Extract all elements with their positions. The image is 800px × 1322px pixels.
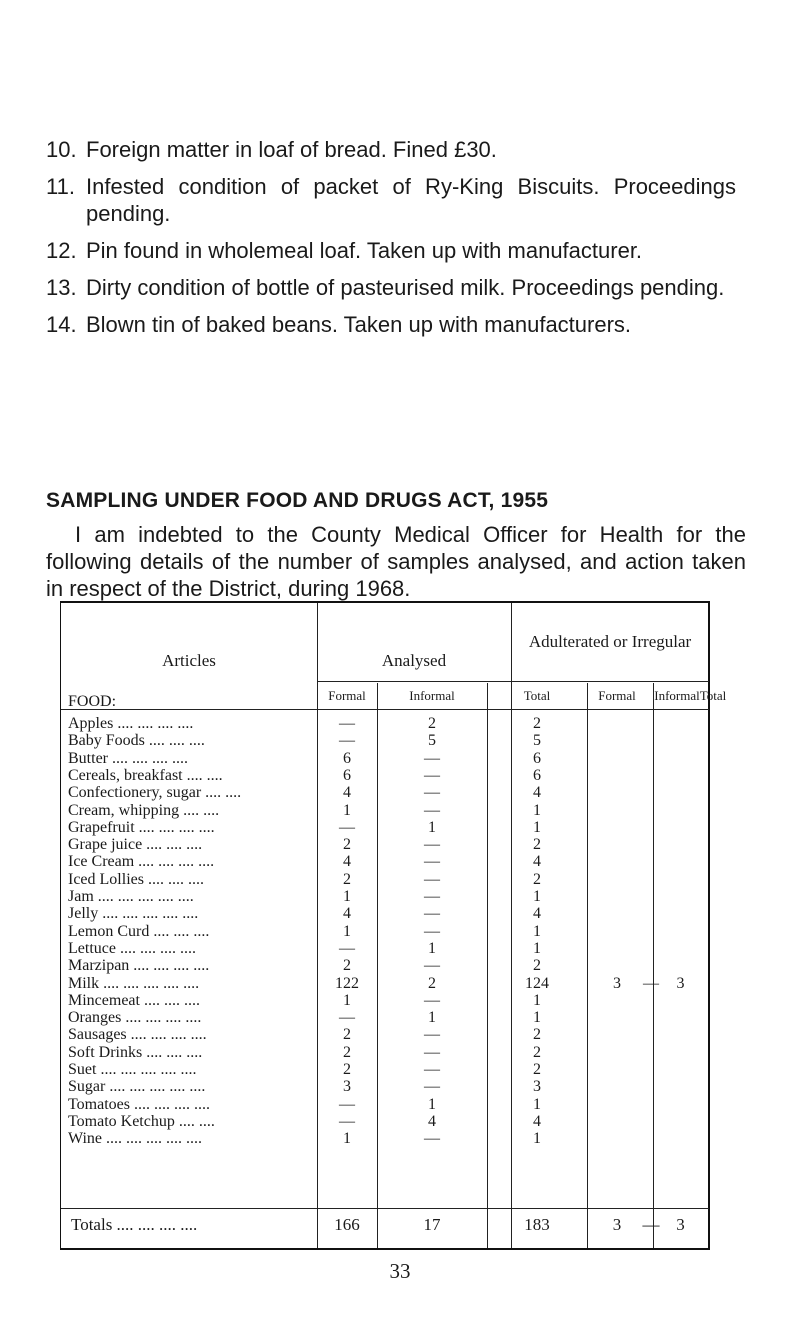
- row-total: 1: [533, 939, 541, 957]
- row-article: Marzipan .... .... .... ....: [68, 957, 210, 975]
- row-informal: 5: [428, 732, 436, 750]
- table-row: [61, 819, 711, 836]
- subheader-informal: Informal: [409, 688, 455, 703]
- row-formal: 2: [343, 870, 351, 888]
- row-total: 3: [533, 1078, 541, 1096]
- row-formal: 1: [343, 1130, 351, 1148]
- table-row: [61, 836, 711, 853]
- table-row: [61, 1026, 711, 1043]
- totals-adulterated-informal: —: [642, 1215, 660, 1234]
- row-informal: —: [424, 870, 440, 888]
- row-formal: 4: [343, 853, 351, 871]
- row-formal: 2: [343, 1026, 351, 1044]
- row-informal: —: [424, 922, 440, 940]
- row-total: 1: [533, 1009, 541, 1027]
- header-articles: Articles: [162, 651, 216, 670]
- row-informal: —: [424, 957, 440, 975]
- row-formal: —: [339, 939, 355, 957]
- totals-adulterated-total: 3: [676, 1215, 685, 1234]
- header-subrule: [317, 681, 709, 682]
- row-article: Mincemeat .... .... ....: [68, 991, 200, 1009]
- row-article: Sausages .... .... .... ....: [68, 1026, 207, 1044]
- row-formal: 3: [343, 1078, 351, 1096]
- list-item-text: Dirty condition of bottle of pasteurised milk. Proceedings pending.: [86, 275, 725, 300]
- list-item-number: 12.: [46, 238, 77, 263]
- food-label: FOOD:: [68, 693, 117, 710]
- row-article: Cereals, breakfast .... ....: [68, 766, 223, 784]
- table-row: [61, 715, 711, 732]
- row-article: Soft Drinks .... .... ....: [68, 1043, 203, 1061]
- totals-total: 183: [524, 1215, 550, 1234]
- row-article: Tomatoes .... .... .... ....: [68, 1095, 210, 1113]
- list-item: [46, 274, 736, 301]
- totals-adulterated-formal: 3: [612, 1215, 622, 1234]
- table-row: [61, 1009, 711, 1026]
- row-total: 2: [533, 870, 541, 888]
- row-total: 1: [533, 801, 541, 819]
- list-item-number: 11.: [46, 174, 75, 199]
- row-total: 1: [533, 1130, 541, 1148]
- row-article: Milk .... .... .... .... ....: [68, 974, 200, 992]
- row-informal: —: [424, 1130, 440, 1148]
- row-informal: 1: [428, 1095, 436, 1113]
- header-analysed: Analysed: [381, 651, 447, 670]
- table-row: [61, 732, 711, 749]
- row-adulterated-total: 3: [676, 974, 685, 992]
- table-row: [61, 750, 711, 767]
- row-formal: 1: [343, 991, 351, 1009]
- row-informal: 1: [428, 939, 436, 957]
- list-item-text: Infested condition of packet of Ry-King Biscuits. Proceedings pending.: [86, 174, 736, 226]
- row-article: Butter .... .... .... ....: [68, 749, 188, 767]
- section-intro: I am indebted to the County Medical Officer for Health for the following details of the number of samples analysed, and action taken in respect of the District, during 1968.: [46, 522, 746, 601]
- row-informal: —: [424, 853, 440, 871]
- row-formal: —: [339, 1112, 355, 1130]
- table-row: [61, 888, 711, 905]
- row-total: 4: [533, 1112, 541, 1130]
- list-item: [46, 173, 736, 227]
- row-formal: 1: [343, 922, 351, 940]
- row-formal: —: [339, 1009, 355, 1027]
- table-row: [61, 957, 711, 974]
- row-total: 2: [533, 1061, 541, 1078]
- list-item: [46, 136, 736, 163]
- row-informal: —: [424, 836, 440, 854]
- subheader-informal-adulterated: Informal: [654, 688, 700, 703]
- totals-label: Totals .... .... .... ....: [71, 1215, 198, 1234]
- table-row: [61, 1061, 711, 1078]
- page-number: 33: [389, 1259, 411, 1283]
- row-formal: —: [339, 1095, 355, 1113]
- row-total: 1: [533, 922, 541, 940]
- row-article: Suet .... .... .... .... ....: [68, 1061, 197, 1078]
- row-adulterated-formal: 3: [613, 974, 621, 992]
- row-article: Lemon Curd .... .... ....: [68, 922, 210, 940]
- row-article: Grapefruit .... .... .... ....: [68, 818, 215, 836]
- row-formal: 1: [343, 801, 351, 819]
- row-article: Apples .... .... .... ....: [68, 715, 194, 732]
- row-formal: —: [339, 715, 355, 732]
- row-informal: —: [424, 784, 440, 802]
- row-total: 2: [533, 1043, 541, 1061]
- row-article: Jelly .... .... .... .... ....: [68, 905, 199, 923]
- row-formal: 1: [343, 888, 351, 905]
- table-row: [61, 905, 711, 922]
- row-article: Lettuce .... .... .... ....: [68, 939, 196, 957]
- subheader-total-adulterated: Total: [699, 688, 727, 703]
- row-article: Tomato Ketchup .... ....: [68, 1112, 215, 1130]
- row-formal: 122: [335, 974, 359, 992]
- table-row: [61, 871, 711, 888]
- list-item-text: Blown tin of baked beans. Taken up with manufacturers.: [86, 312, 632, 337]
- row-article: Sugar .... .... .... .... ....: [68, 1078, 206, 1096]
- table-row: [61, 1113, 711, 1130]
- table-row: [61, 767, 711, 784]
- samples-table: [60, 601, 727, 1250]
- row-total: 1: [533, 818, 541, 836]
- row-formal: 2: [343, 836, 351, 854]
- list-item: [46, 237, 736, 264]
- header-adulterated: Adulterated or Irregular: [528, 632, 692, 651]
- list-item-text: Foreign matter in loaf of bread. Fined £30.: [86, 137, 497, 162]
- row-informal: 1: [428, 1009, 436, 1027]
- row-total: 124: [525, 974, 549, 992]
- table-row: [61, 940, 711, 957]
- row-article: Baby Foods .... .... ....: [68, 732, 205, 750]
- row-formal: 4: [343, 905, 351, 923]
- row-informal: —: [424, 1026, 440, 1044]
- row-formal: 6: [343, 749, 351, 767]
- subheader-formal-adulterated: Formal: [598, 688, 636, 703]
- row-total: 1: [533, 888, 541, 905]
- list-item-number: 10.: [46, 137, 77, 162]
- section-heading: SAMPLING UNDER FOOD AND DRUGS ACT, 1955: [46, 489, 549, 512]
- table-row: [61, 784, 711, 801]
- table-row: [61, 802, 711, 819]
- totals-informal: 17: [423, 1215, 441, 1234]
- row-formal: 2: [343, 1061, 351, 1078]
- row-total: 2: [533, 957, 541, 975]
- row-article: Wine .... .... .... .... ....: [68, 1130, 203, 1148]
- row-informal: —: [424, 801, 440, 819]
- row-formal: 6: [343, 766, 351, 784]
- row-article: Cream, whipping .... ....: [68, 801, 220, 819]
- row-informal: 1: [428, 818, 436, 836]
- table-row: [61, 1044, 711, 1061]
- row-informal: —: [424, 749, 440, 767]
- row-informal: —: [424, 766, 440, 784]
- row-article: Ice Cream .... .... .... ....: [68, 853, 215, 871]
- totals-formal: 166: [334, 1215, 360, 1234]
- row-article: Iced Lollies .... .... ....: [68, 870, 204, 888]
- table-row: [61, 853, 711, 870]
- row-article: Jam .... .... .... .... ....: [68, 888, 194, 905]
- row-total: 2: [533, 1026, 541, 1044]
- row-total: 4: [533, 853, 541, 871]
- row-formal: —: [339, 732, 355, 750]
- row-total: 4: [533, 784, 541, 802]
- table-row: [61, 992, 711, 1009]
- row-formal: 2: [343, 1043, 351, 1061]
- row-article: Grape juice .... .... ....: [68, 836, 203, 854]
- row-article: Oranges .... .... .... ....: [68, 1009, 202, 1027]
- table-row: [61, 1078, 711, 1095]
- totals-rule: [61, 1208, 709, 1209]
- row-informal: —: [424, 905, 440, 923]
- row-total: 5: [533, 732, 541, 750]
- row-informal: —: [424, 888, 440, 905]
- row-adulterated-informal: —: [643, 974, 659, 992]
- complaints-list: [46, 136, 736, 348]
- list-item-number: 13.: [46, 275, 77, 300]
- row-total: 6: [533, 749, 541, 767]
- row-informal: 4: [428, 1112, 436, 1130]
- row-total: 1: [533, 991, 541, 1009]
- row-total: 2: [533, 836, 541, 854]
- row-total: 6: [533, 766, 541, 784]
- table-row: [61, 1130, 711, 1147]
- header-rule: [61, 709, 709, 710]
- row-informal: —: [424, 991, 440, 1009]
- totals-row: [61, 1215, 711, 1235]
- row-formal: 4: [343, 784, 351, 802]
- table-row: [61, 923, 711, 940]
- row-formal: 2: [343, 957, 351, 975]
- row-informal: —: [424, 1061, 440, 1078]
- row-informal: 2: [428, 715, 436, 732]
- row-informal: —: [424, 1043, 440, 1061]
- row-informal: —: [424, 1078, 440, 1096]
- list-item-text: Pin found in wholemeal loaf. Taken up with manufacturer.: [86, 238, 643, 263]
- list-item: [46, 311, 736, 338]
- subheader-total: Total: [523, 688, 551, 703]
- row-formal: —: [339, 818, 355, 836]
- list-item-number: 14.: [46, 312, 77, 337]
- row-total: 2: [533, 715, 541, 732]
- table-row: [61, 975, 711, 992]
- row-article: Confectionery, sugar .... ....: [68, 784, 242, 802]
- row-total: 1: [533, 1095, 541, 1113]
- subheader-formal: Formal: [328, 688, 366, 703]
- table-row: [61, 1096, 711, 1113]
- row-total: 4: [533, 905, 541, 923]
- row-informal: 2: [428, 974, 436, 992]
